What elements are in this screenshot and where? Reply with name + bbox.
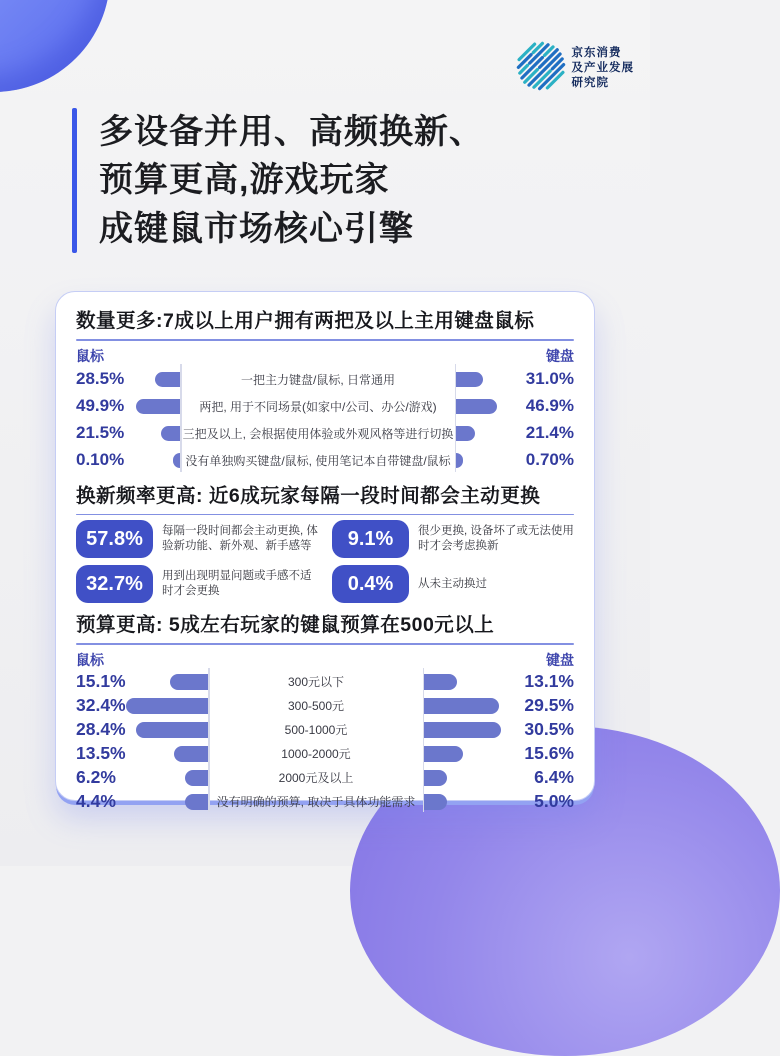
mouse-series-label: 鼠标 (76, 347, 104, 364)
keyboard-value: 5.0% (534, 791, 574, 811)
mouse-bar-zone (126, 794, 208, 810)
mouse-value: 28.5% (76, 369, 125, 388)
mouse-value: 4.4% (76, 791, 116, 811)
category-label: 一把主力键盘/鼠标, 日常通用 (240, 372, 395, 387)
keyboard-bar (424, 770, 447, 786)
mouse-bar-zone (136, 372, 180, 387)
mouse-value: 13.5% (76, 743, 126, 763)
chart-row (76, 790, 574, 814)
keyboard-value: 21.4% (525, 423, 574, 442)
mouse-bar (161, 426, 180, 441)
keyboard-series-label: 键盘 (546, 347, 574, 364)
keyboard-bar-zone (456, 372, 500, 387)
jd-research-logo (518, 40, 635, 97)
right-axis-line (423, 668, 425, 812)
section-quantity (76, 305, 574, 474)
mouse-series-label: 鼠标 (76, 651, 104, 668)
category-label: 1000-2000元 (281, 747, 351, 761)
chart-row (76, 766, 574, 790)
heading-underline (76, 339, 574, 341)
mouse-bar-zone (126, 698, 208, 714)
category-label: 2000元及以上 (278, 771, 354, 785)
keyboard-value: 30.5% (524, 719, 574, 739)
badge-item (332, 565, 574, 603)
percent-badge: 0.4% (332, 565, 409, 603)
keyboard-bar-zone (456, 453, 500, 468)
mouse-value: 15.1% (76, 671, 126, 691)
mouse-value: 49.9% (76, 396, 125, 415)
keyboard-value: 31.0% (525, 369, 574, 388)
section-renewal-heading: 换新频率更高: 近6成玩家每隔一段时间都会主动更换 (76, 484, 541, 507)
title-accent-bar (72, 108, 77, 253)
renewal-badge-grid (76, 520, 574, 603)
mouse-bar (136, 399, 180, 414)
mouse-bar (155, 372, 180, 387)
chart-row (76, 447, 574, 474)
section-budget (76, 609, 574, 814)
jd-stripes-logo-icon (518, 40, 564, 97)
keyboard-bar (424, 674, 457, 690)
badge-item (332, 520, 574, 558)
badge-item (76, 565, 318, 603)
keyboard-bar-zone (424, 770, 506, 786)
stats-card (55, 291, 595, 811)
keyboard-value: 15.6% (524, 743, 574, 763)
category-label: 两把, 用于不同场景(如家中/公司、办公/游戏) (199, 399, 437, 414)
badge-description: 很少更换, 设备坏了或无法使用时才会考虑换新 (418, 525, 574, 552)
mouse-value: 0.10% (76, 450, 125, 469)
keyboard-value: 0.70% (525, 450, 574, 469)
chart-row (76, 742, 574, 766)
percent-badge: 32.7% (76, 565, 153, 603)
mouse-value: 6.2% (76, 767, 116, 787)
logo-org-name (572, 46, 635, 92)
keyboard-bar-zone (424, 722, 506, 738)
chart-row (76, 694, 574, 718)
logo-line-1: 京东消费 (571, 46, 622, 59)
mouse-bar (126, 698, 208, 714)
keyboard-value: 46.9% (525, 396, 574, 415)
keyboard-value: 13.1% (524, 671, 574, 691)
keyboard-bar (424, 794, 447, 810)
mouse-value: 21.5% (76, 423, 125, 442)
badge-description: 每隔一段时间都会主动更换, 体验新功能、新外观、新手感等 (162, 525, 318, 552)
keyboard-bar (456, 426, 475, 441)
mouse-bar-zone (126, 770, 208, 786)
chart-row (76, 393, 574, 420)
chart-row (76, 718, 574, 742)
keyboard-bar-zone (456, 426, 500, 441)
mouse-bar-zone (126, 674, 208, 690)
category-label: 没有单独购买键盘/鼠标, 使用笔记本自带键盘/鼠标 (185, 453, 451, 468)
mouse-value: 28.4% (76, 719, 126, 739)
mouse-bar-zone (136, 426, 180, 441)
mouse-value: 32.4% (76, 695, 126, 715)
section-renewal (76, 480, 574, 604)
left-axis-line (208, 668, 210, 812)
chart-row (76, 670, 574, 694)
logo-line-3: 研究院 (571, 77, 609, 90)
keyboard-bar-zone (424, 674, 506, 690)
ownership-mirror-chart (76, 366, 574, 474)
section-budget-heading: 预算更高: 5成左右玩家的键鼠预算在500元以上 (76, 614, 495, 636)
series-labels (76, 650, 574, 670)
badge-item (76, 520, 318, 558)
percent-badge: 9.1% (332, 520, 409, 558)
category-label: 500-1000元 (284, 723, 348, 737)
section-quantity-heading: 数量更多:7成以上用户拥有两把及以上主用键盘鼠标 (76, 310, 535, 332)
title-line-1: 多设备并用、高频换新、 (99, 113, 484, 151)
keyboard-bar-zone (424, 794, 506, 810)
chart-row (76, 366, 574, 393)
right-axis-line (455, 364, 457, 472)
badge-description: 用到出现明显问题或手感不适时才会更换 (162, 570, 312, 597)
keyboard-series-label: 键盘 (546, 651, 574, 668)
mouse-bar-zone (126, 746, 208, 762)
keyboard-bar (456, 372, 483, 387)
category-label: 三把及以上, 会根据使用体验或外观风格等进行切换 (182, 426, 454, 441)
badge-description: 从未主动换过 (418, 577, 487, 590)
heading-underline (76, 514, 574, 516)
keyboard-value: 29.5% (524, 695, 574, 715)
keyboard-bar-zone (424, 698, 506, 714)
title-line-2: 预算更高,游戏玩家 (99, 161, 390, 200)
mouse-bar (173, 453, 180, 468)
mouse-bar (136, 722, 208, 738)
mouse-bar-zone (126, 722, 208, 738)
keyboard-bar (424, 698, 499, 714)
budget-mirror-chart (76, 670, 574, 814)
title-line-3: 成键鼠市场核心引擎 (99, 209, 414, 248)
main-title-block (72, 108, 484, 253)
page-title (99, 108, 484, 253)
mouse-bar (185, 794, 208, 810)
left-axis-line (180, 364, 182, 472)
keyboard-bar (424, 746, 463, 762)
keyboard-bar-zone (424, 746, 506, 762)
keyboard-bar (456, 453, 463, 468)
mouse-bar (170, 674, 208, 690)
keyboard-bar-zone (456, 399, 500, 414)
keyboard-bar (456, 399, 497, 414)
category-label: 没有明确的预算, 取决于具体功能需求 (216, 795, 416, 809)
mouse-bar-zone (136, 399, 180, 414)
mouse-bar (185, 770, 208, 786)
percent-badge: 57.8% (76, 520, 153, 558)
mouse-bar-zone (136, 453, 180, 468)
logo-line-2: 及产业发展 (571, 61, 634, 74)
category-label: 300元以下 (287, 675, 345, 689)
keyboard-bar (424, 722, 501, 738)
category-label: 300-500元 (287, 699, 345, 713)
decorative-blue-blob (0, 0, 110, 92)
series-labels (76, 346, 574, 366)
keyboard-value: 6.4% (534, 767, 574, 787)
chart-row (76, 420, 574, 447)
mouse-bar (174, 746, 208, 762)
heading-underline (76, 643, 574, 645)
